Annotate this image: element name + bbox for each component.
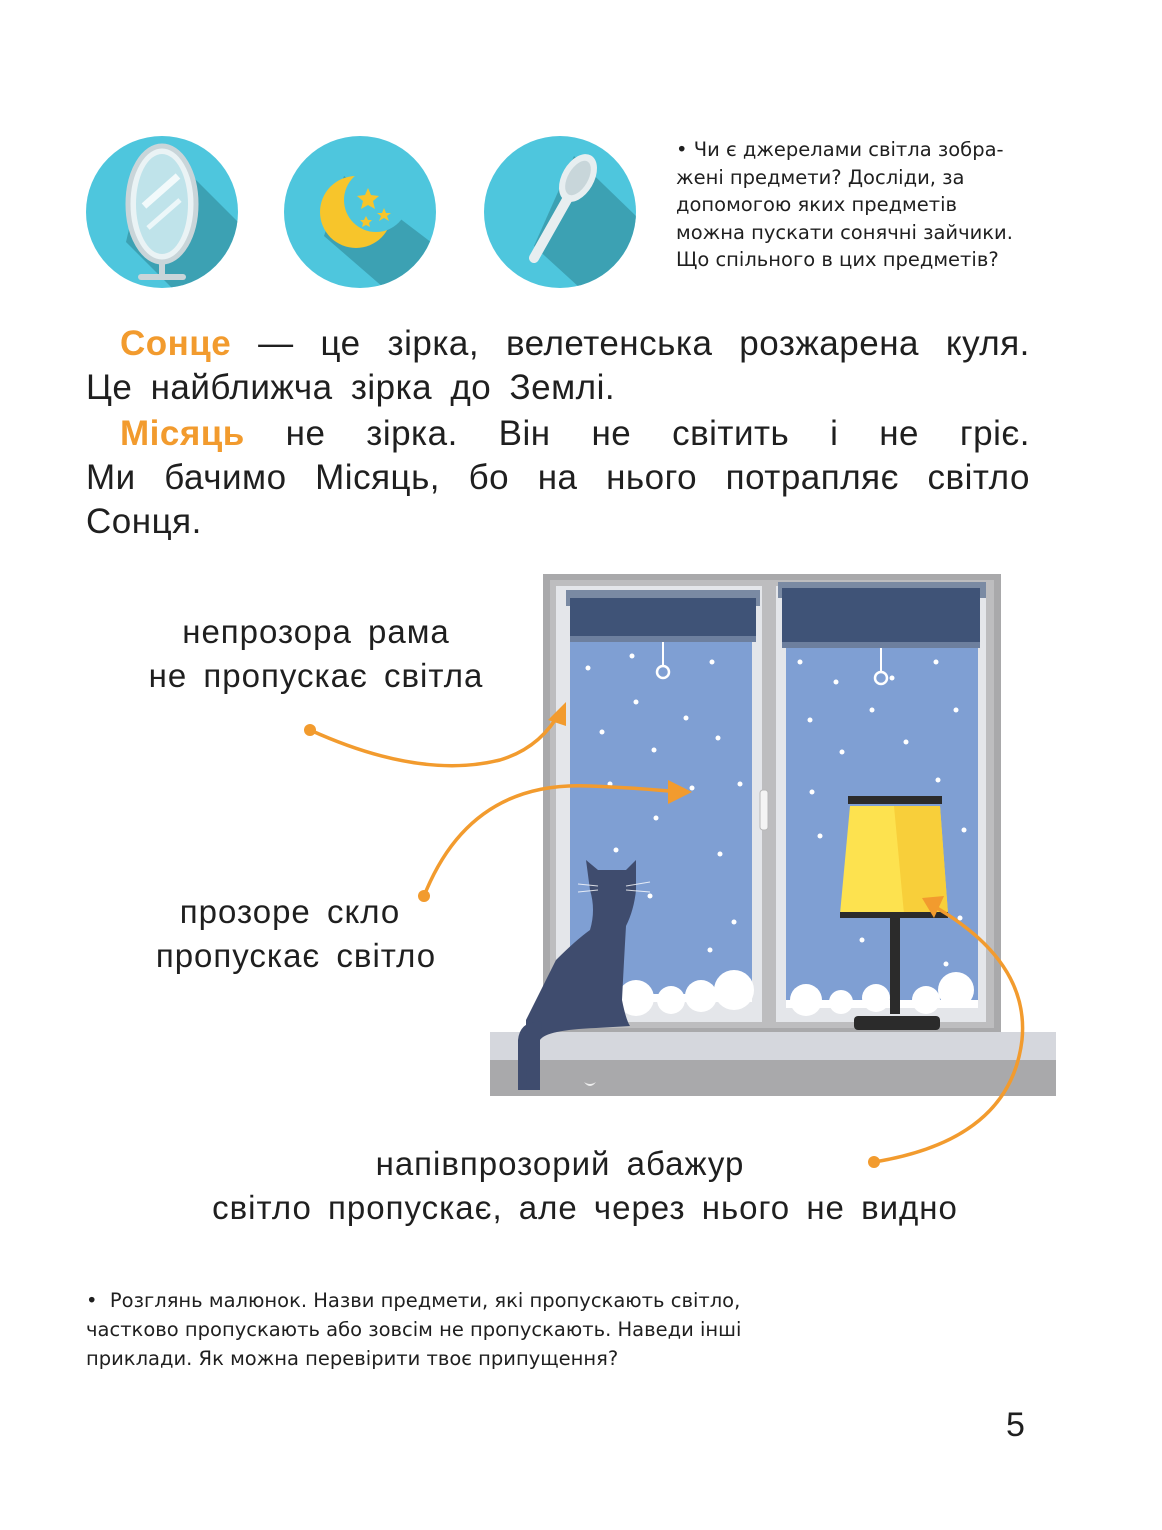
word: Він [498,414,551,453]
label-line: прозоре скло [179,893,401,930]
word: не [591,414,632,453]
sun-term: Сонце [120,324,232,363]
question-line: приклади. Як можна перевірити твоє припущення? [86,1347,619,1370]
word: Ми [86,458,136,497]
label-shade [140,1142,1030,1230]
word: Місяць, [315,458,441,497]
word: бачимо [164,458,287,497]
bullet: • [86,1289,98,1312]
label-line: не пропускає світла [148,657,484,694]
question-line: можна пускати сонячні зайчики. [676,220,1013,244]
word: нього [606,458,698,497]
question-line: Чи є джерелами світла зобра- [693,138,1004,161]
moon-line-3: Сонця. [86,502,202,541]
word: світло [927,458,1030,497]
bullet: • [676,138,688,161]
word: і [830,414,839,453]
question-line: Розглянь малюнок. Назви предмети, які пропускають світло, [109,1289,741,1312]
word: потрапляє [725,458,899,497]
word: розжарена [739,324,919,363]
question-line: Що спільного в цих предметів? [676,248,999,271]
word: це [320,324,361,363]
label-line: світло пропускає, але через нього не видно [212,1189,958,1226]
word: — [258,324,294,363]
word: зірка. [366,414,458,453]
word: зірка, [387,324,480,363]
label-glass [86,890,506,978]
sun-line-2: Це найближча зірка до Землі. [86,368,616,407]
word: бо [468,458,510,497]
page-number: 5 [1006,1406,1025,1444]
question-line: жені предмети? Досліди, за [676,165,965,189]
bottom-question [86,1286,806,1373]
label-line: пропускає світло [155,937,437,974]
label-line: непрозора рама [182,613,450,650]
word: на [537,458,578,497]
question-line: частково пропускають або зовсім не пропускають. Наведи інші [86,1318,742,1341]
word: гріє. [959,414,1030,453]
word: не [879,414,920,453]
word: куля. [945,324,1030,363]
label-line: напівпрозорий абажур [375,1145,745,1182]
word: велетенська [505,324,713,363]
word: світить [672,414,790,453]
word: не [285,414,326,453]
moon-term: Місяць [120,414,245,453]
question-line: допомогою яких предметів [676,193,958,216]
label-frame [86,610,546,698]
